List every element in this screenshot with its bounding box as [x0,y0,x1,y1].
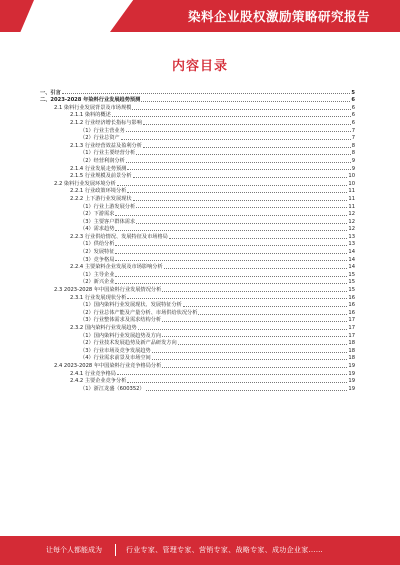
toc-leader-dots [138,329,348,330]
toc-entry-label: 2.2 染料行业发展环境分析 [54,180,116,187]
toc-entry-page: 14 [348,249,355,256]
toc-entry-label: 2.2.1 行业政策环境分析 [70,188,127,195]
toc-entry[interactable] [40,156,355,164]
toc-entry-page: 7 [351,135,355,142]
toc-entry-page: 11 [348,188,355,195]
toc-entry[interactable] [40,240,355,248]
toc-entry[interactable] [40,263,355,271]
toc-entry[interactable] [40,369,355,377]
toc-entry-label: 2.1.4 行业发展走势预测 [70,165,127,172]
toc-entry-label: （1）国内染料行业发展趋势及方向 [80,332,162,339]
toc-leader-dots [132,109,350,110]
toc-entry[interactable] [40,217,355,225]
toc-entry[interactable] [40,141,355,149]
toc-entry-label: 2.1 染料行业发展背景及市场规模 [54,104,132,111]
toc-entry[interactable] [40,118,355,126]
toc-entry-page: 14 [348,256,355,263]
toc-entry[interactable] [40,377,355,385]
toc-entry-page: 13 [348,241,355,248]
toc-entry-label: （3）行业市场及竞争发展趋势 [80,347,151,354]
toc-entry-page: 15 [348,279,355,286]
toc-leader-dots [162,336,347,337]
toc-leader-dots [127,298,347,299]
report-title: 染料企业股权激励策略研究报告 [187,9,370,24]
toc-entry-label: （2）发展特征 [80,249,115,256]
toc-leader-dots [115,283,347,284]
toc-entry-page: 17 [348,317,355,324]
toc-entry-page: 15 [348,287,355,294]
toc-entry-page: 12 [348,211,355,218]
toc-entry-page: 13 [348,233,355,240]
toc-entry-page: 10 [348,173,355,180]
toc-entry[interactable] [40,316,355,324]
toc-entry[interactable] [40,331,355,339]
toc-leader-dots [141,101,350,102]
toc-entry-page: 6 [351,104,355,111]
toc-entry[interactable] [40,164,355,172]
toc-entry[interactable] [40,88,355,96]
toc-entry-page: 19 [348,370,355,377]
toc-entry-label: 2.4.2 主要企业竞争分析 [70,378,127,385]
toc-entry-page: 17 [348,332,355,339]
toc-leader-dots [133,200,348,201]
toc-entry[interactable] [40,194,355,202]
toc-leader-dots [115,215,347,216]
toc-entry-page: 12 [348,218,355,225]
toc-entry-label: （1）国内染料行业发展现状、发展特征分析 [80,302,182,309]
toc-entry-page: 18 [348,340,355,347]
toc-entry-label: （2）行业总体产能及产量分析、市场供给状况分析 [80,309,198,316]
toc-leader-dots [127,382,347,383]
toc-entry-page: 18 [348,355,355,362]
toc-entry-label: （1）浙江龙盛（600352） [80,385,145,392]
toc-entry[interactable] [40,323,355,331]
toc-leader-dots [115,245,347,246]
toc-entry-label: 一、引言 [40,89,61,96]
toc-entry-page: 19 [348,362,355,369]
toc-entry-label: （3）行业整体需求及需求结构分析 [80,317,162,324]
toc-entry-page: 12 [348,226,355,233]
toc-entry-label: （4）需求趋势 [80,226,115,233]
toc-entry[interactable] [40,247,355,255]
toc-entry[interactable] [40,293,355,301]
table-of-contents [40,88,355,392]
toc-entry-page: 16 [348,294,355,301]
toc-leader-dots [183,306,348,307]
toc-leader-dots [164,268,348,269]
toc-leader-dots [136,207,347,208]
toc-leader-dots [133,177,348,178]
toc-entry[interactable] [40,134,355,142]
toc-leader-dots [143,147,351,148]
toc-entry-label: 二、2023-2028 年染料行业发展趋势预测 [40,97,141,104]
toc-entry-page: 19 [348,378,355,385]
toc-entry-page: 16 [348,302,355,309]
toc-entry[interactable] [40,111,355,119]
toc-entry-label: 2.4.1 行业竞争格局 [70,370,116,377]
toc-leader-dots [146,390,348,391]
toc-entry-label: 2.1.3 行业经营效益及盈利分析 [70,142,142,149]
toc-entry-page: 11 [348,203,355,210]
toc-entry[interactable] [40,278,355,286]
toc-entry[interactable] [40,179,355,187]
toc-entry-label: （3）竞争格局 [80,256,115,263]
toc-entry[interactable] [40,339,355,347]
toc-entry[interactable] [40,126,355,134]
toc-leader-dots [115,260,347,261]
toc-entry[interactable] [40,103,355,111]
toc-entry-label: （2）新兴企业 [80,279,115,286]
toc-leader-dots [117,374,347,375]
toc-entry[interactable] [40,172,355,180]
toc-entry-label: （2）行业技术发展趋势及新产品研发方向 [80,340,177,347]
toc-entry[interactable] [40,384,355,392]
toc-entry-label: 2.3.2 国内染料行业发展趋势 [70,325,137,331]
toc-leader-dots [112,116,351,117]
toc-entry-page: 6 [351,112,355,119]
toc-leader-dots [198,314,347,315]
toc-heading: 内容目录 [171,59,228,74]
toc-leader-dots [127,192,347,193]
toc-entry-page: 9 [351,157,355,164]
toc-entry-label: 2.4 2023-2028 年中国染料行业竞争格局分析 [54,362,162,369]
toc-entry[interactable] [40,301,355,309]
toc-entry-page: 19 [348,385,355,392]
toc-entry[interactable] [40,202,355,210]
toc-entry-page: 7 [351,127,355,134]
toc-leader-dots [126,162,351,163]
toc-entry-page: 6 [351,119,355,126]
toc-entry-page: 8 [351,142,355,149]
toc-leader-dots [117,185,348,186]
toc-entry[interactable] [40,149,355,157]
toc-entry-page: 16 [348,309,355,316]
toc-entry[interactable] [40,354,355,362]
toc-leader-dots [115,253,347,254]
toc-entry[interactable] [40,255,355,263]
toc-entry-page: 17 [348,325,355,331]
toc-leader-dots [136,154,351,155]
toc-entry-page: 14 [348,264,355,271]
toc-leader-dots [152,352,348,353]
toc-leader-dots [162,291,347,292]
toc-leader-dots [126,131,351,132]
toc-entry-label: （2）行业总资产 [80,135,120,142]
footer-divider [115,544,116,556]
toc-leader-dots [152,359,348,360]
toc-entry-page: 6 [351,97,355,104]
toc-entry[interactable] [40,187,355,195]
toc-entry-page: 11 [348,195,355,202]
toc-leader-dots [136,223,347,224]
toc-leader-dots [162,367,347,368]
toc-entry-page: 18 [348,347,355,354]
toc-entry[interactable] [40,232,355,240]
toc-entry-page: 15 [348,271,355,278]
toc-leader-dots [121,139,351,140]
toc-leader-dots [62,93,351,94]
toc-leader-dots [127,169,350,170]
toc-entry-label: （1）行业主要经营分析 [80,150,136,157]
toc-entry-label: 2.1.2 行业经济增长指标与影响 [70,119,142,126]
toc-entry[interactable] [40,210,355,218]
toc-entry[interactable] [40,308,355,316]
page-header [0,0,400,32]
page-footer [0,536,400,565]
toc-entry[interactable] [40,361,355,369]
toc-entry-label: （1）供给分析 [80,241,115,248]
toc-entry-label: 2.1.1 染料的概述 [70,112,111,119]
toc-entry[interactable] [40,285,355,293]
toc-entry-label: （3）主要客户群体需求 [80,218,136,225]
toc-entry-label: 2.3.1 行业发展现状分析 [70,294,127,301]
toc-leader-dots [115,276,347,277]
toc-entry-page: 10 [348,180,355,187]
toc-entry-label: （1）主导企业 [80,271,115,278]
toc-leader-dots [115,230,347,231]
toc-entry-label: （2）下游需求 [80,211,115,218]
toc-entry-page: 5 [351,89,355,96]
toc-entry-label: 2.2.4 主要染料企业发展及市场影响分析 [70,264,163,271]
toc-entry[interactable] [40,346,355,354]
toc-leader-dots [178,344,348,345]
toc-entry-label: 2.1.5 行业规模及前景分析 [70,173,132,180]
toc-leader-dots [143,124,351,125]
toc-entry[interactable] [40,96,355,104]
toc-entry-page: 8 [351,150,355,157]
toc-entry[interactable] [40,270,355,278]
toc-entry-label: 2.2.2 上下游行业发展现状 [70,195,132,202]
toc-entry-label: （4）行业需求前景及市场空间 [80,355,151,362]
toc-leader-dots [169,238,348,239]
toc-entry-label: 2.2.3 行业供给情况、发展特征及市场格局 [70,233,168,240]
footer-slogan-left: 让每个人都能成为 [46,546,102,554]
toc-leader-dots [162,321,347,322]
toc-entry-label: （2）经营利润分析 [80,157,125,164]
header-accent-left [0,0,34,32]
toc-entry-label: （1）行业主营业务 [80,127,125,134]
toc-entry-label: 2.3 2023-2028 年中国染料行业发展情况分析 [54,287,162,294]
toc-entry-page: 9 [351,165,355,172]
toc-entry-label: （1）行业上游发展分析 [80,203,136,210]
footer-slogan-right: 行业专家、管理专家、营销专家、战略专家、成功企业家…… [126,546,324,554]
toc-entry[interactable] [40,225,355,233]
